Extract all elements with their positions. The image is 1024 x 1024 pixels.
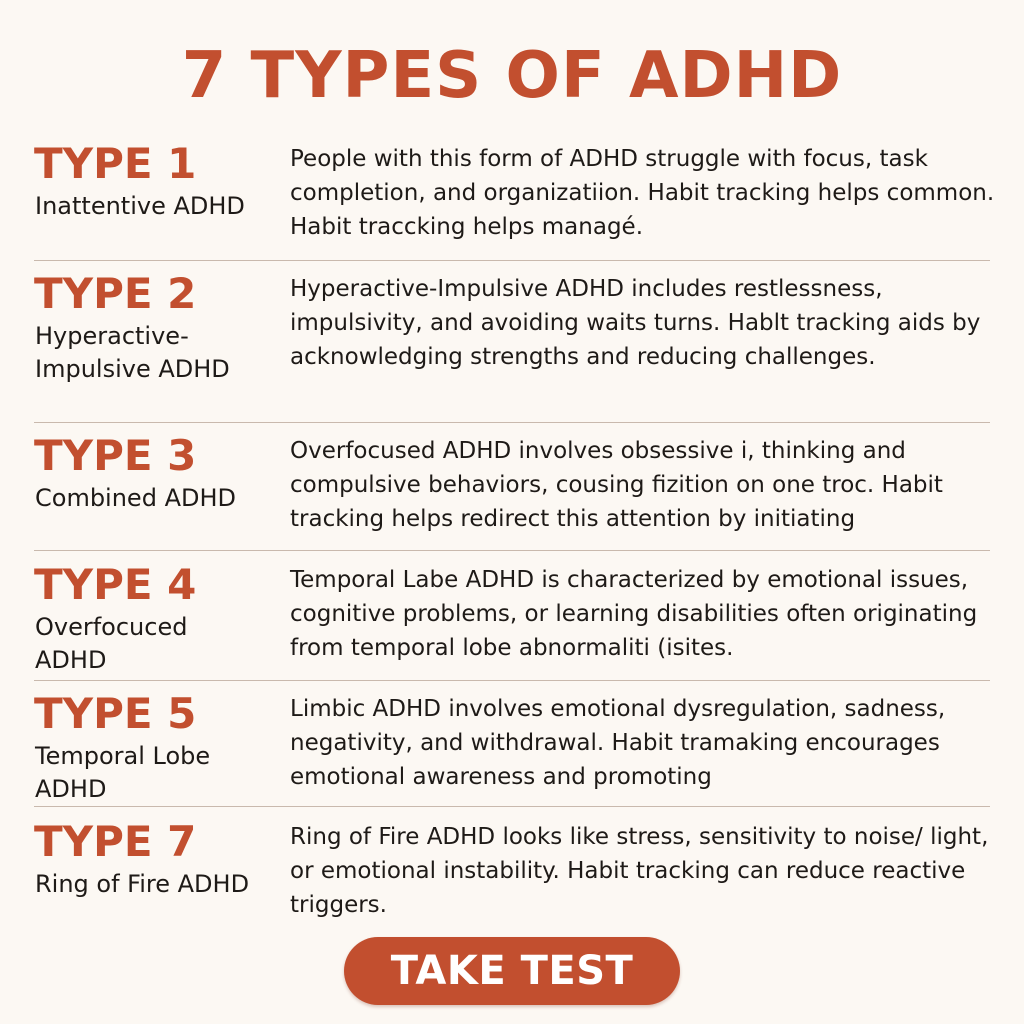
type-name: Overfocuced ADHD — [35, 613, 188, 674]
type-label: TYPE 2 — [34, 269, 197, 318]
type-description: Temporal Labe ADHD is characterized by emotional issues, cognitive problems, or learning disabilities often originating from temporal lobe abnormaliti (isites. — [290, 567, 978, 661]
type-label: TYPE 5 — [34, 689, 197, 738]
divider — [34, 550, 990, 551]
divider — [34, 260, 990, 261]
type-label: TYPE 4 — [34, 560, 197, 609]
divider — [34, 422, 990, 423]
type-name: Temporal Lobe ADHD — [35, 742, 211, 803]
type-name: Inattentive ADHD — [35, 192, 245, 220]
type-label: TYPE 1 — [34, 139, 197, 188]
type-description: Ring of Fire ADHD looks like stress, sensitivity to noise/ light, or emotional instability. Habit tracking can reduce reactive triggers. — [290, 824, 989, 918]
type-description: Limbic ADHD involves emotional dysregulation, sadness, negativity, and withdrawal. Habit tramaking encourages emotional awareness and promoting — [290, 696, 946, 790]
type-description: Hyperactive-Impulsive ADHD includes restlessness, impulsivity, and avoiding waits turns. Hablt tracking aids by acknowledging strengths and reducing challenges. — [290, 276, 981, 370]
type-name: Ring of Fire ADHD — [35, 870, 250, 898]
type-description: Overfocused ADHD involves obsessive i, thinking and compulsive behaviors, cousing fizition on one troc. Habit tracking helps redirect this attention by initiating — [290, 438, 943, 532]
divider — [34, 806, 990, 807]
page-title: 7 TYPES OF ADHD — [181, 39, 843, 113]
divider — [34, 680, 990, 681]
type-label: TYPE 3 — [34, 431, 197, 480]
type-description: People with this form of ADHD struggle with focus, task completion, and organizatiion. Habit tracking helps common. Habit traccking helps managé. — [290, 146, 995, 240]
take-test-button[interactable]: TAKE TEST — [344, 937, 680, 1005]
type-name: Combined ADHD — [35, 484, 236, 512]
type-name: Hyperactive-Impulsive ADHD — [35, 322, 230, 383]
type-label: TYPE 7 — [34, 817, 197, 866]
